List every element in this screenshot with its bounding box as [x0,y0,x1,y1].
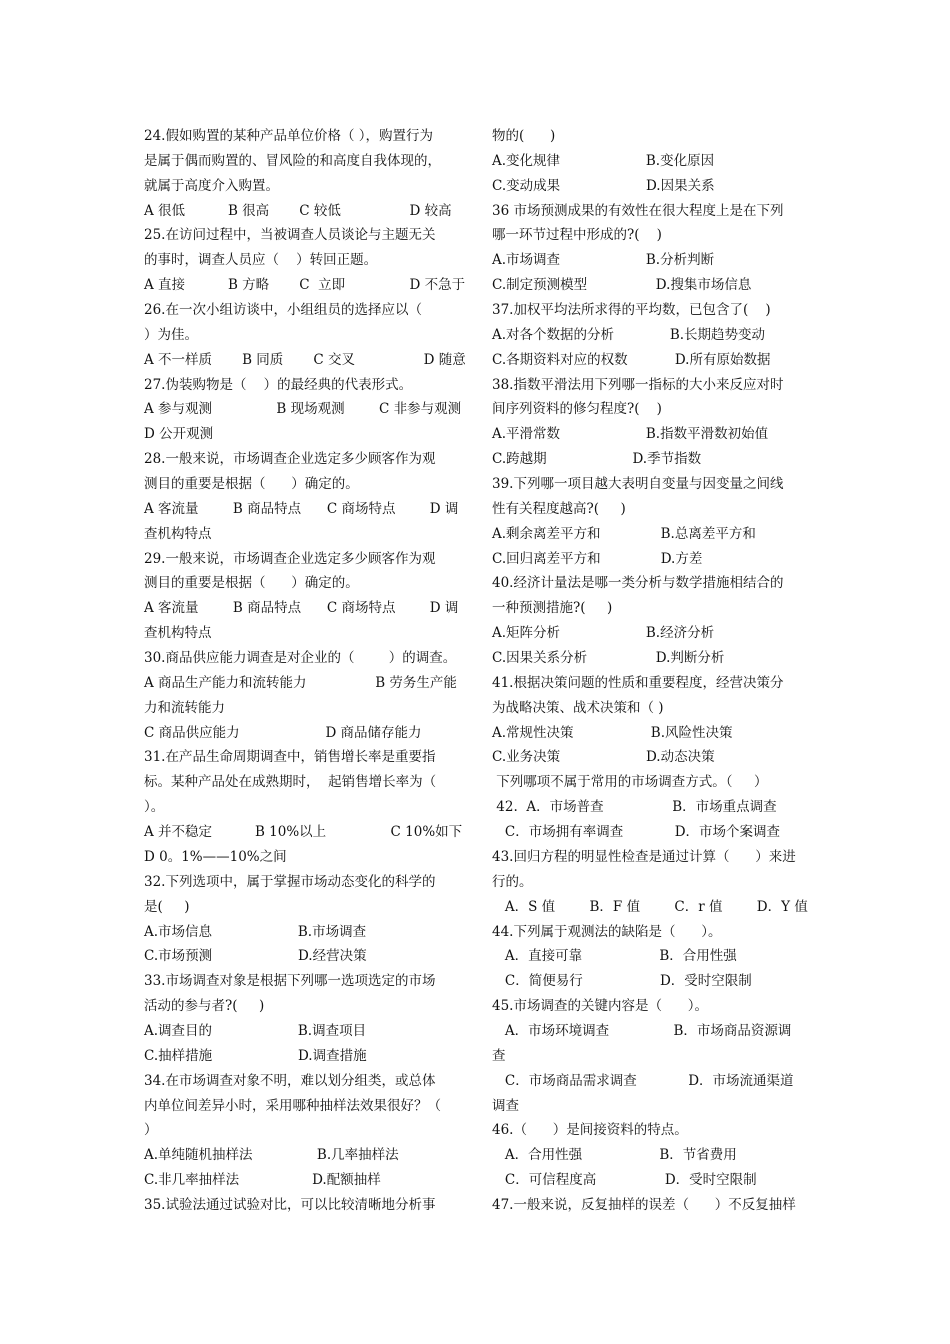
text-line: 力和流转能力 [144,699,225,716]
left-column [144,124,466,1218]
text-line: 测目的重要是根据（ ）确定的。 [144,575,359,592]
text-line: A.变化规律 B.变化原因 [492,152,715,169]
text-line: 44.下列属于观测法的缺陷是（ ）。 [492,923,722,940]
text-line: A．直接可靠 B．合用性强 [492,948,737,965]
text-line: 43.回归方程的明显性检查是通过计算（ ）来进 [492,848,796,865]
text-line: 25.在访问过程中，当被调查人员谈论与主题无关 [144,227,436,244]
text-line: 调查 [492,1097,519,1114]
text-line: 26.在一次小组访谈中，小组组员的选择应以（ [144,302,422,319]
text-line: A.市场调查 B.分析判断 [492,252,715,269]
text-line: 是( ) [144,898,190,915]
text-line: A.对各个数据的分析 B.长期趋势变动 [492,326,766,343]
text-line: A 客流量 B 商品特点 C 商场特点 D 调 [144,600,459,617]
text-line: C.抽样措施 D.调查措施 [144,1047,367,1064]
text-line: C.市场预测 D.经营决策 [144,948,367,965]
text-line: C.回归离差平方和 D.方差 [492,550,703,567]
text-line: A 不一样质 B 同质 C 交叉 D 随意 [144,351,466,368]
text-line: 查机构特点 [144,625,212,642]
text-line: 34.在市场调查对象不明，难以划分组类，或总体 [144,1072,436,1089]
text-line: C.跨越期 D.季节指数 [492,451,702,468]
text-line: C.因果关系分析 D.判断分析 [492,650,725,667]
text-line: A.矩阵分析 B.经济分析 [492,625,715,642]
text-line: 36 市场预测成果的有效性在很大程度上是在下列 [492,202,784,219]
text-line: 查 [492,1047,506,1064]
text-line: A 参与观测 B 现场观测 C 非参与观测 [144,401,462,418]
text-line: 46.（ ）是间接资料的特点。 [492,1122,688,1139]
text-line: 47.一般来说，反复抽样的误差（ ）不反复抽样 [492,1196,796,1213]
text-line: A．市场环境调查 B．市场商品资源调 [492,1022,792,1039]
text-line: 35.试验法通过试验对比，可以比较清晰地分析事 [144,1196,436,1213]
text-line: 39.下列哪一项目越大表明自变量与因变量之间线 [492,476,784,493]
text-line: C.变动成果 D.因果关系 [492,177,715,194]
text-line: 30.商品供应能力调查是对企业的（ ）的调查。 [144,650,457,667]
text-line: A.剩余离差平方和 B.总离差平方和 [492,525,756,542]
text-line: 27.伪装购物是（ ）的最经典的代表形式。 [144,376,413,393]
text-line: 42. A．市场普查 B．市场重点调查 [492,799,777,816]
text-line: 28.一般来说，市场调查企业选定多少顾客作为观 [144,451,436,468]
text-line: 32.下列选项中，属于掌握市场动态变化的科学的 [144,873,436,890]
text-line: 测目的重要是根据（ ）确定的。 [144,476,359,493]
text-line: D 0。1%——10%之间 [144,848,287,865]
text-line: A 直接 B 方略 C 立即 D 不急于 [144,277,466,294]
text-line: 活动的参与者?( ) [144,998,265,1015]
text-line: A.常规性决策 B.风险性决策 [492,724,733,741]
text-line: 29.一般来说，市场调查企业选定多少顾客作为观 [144,550,436,567]
text-line: 就属于高度介入购置。 [144,177,279,194]
text-line: 是属于偶而购置的、冒风险的和高度自我体现的， [144,152,441,169]
text-line: A.调查目的 B.调查项目 [144,1022,367,1039]
text-line: A．合用性强 B．节省费用 [492,1147,737,1164]
text-line: C．市场商品需求调查 D．市场流通渠道 [492,1072,794,1089]
text-line: 下列哪项不属于常用的市场调查方式。（ ） [492,774,768,791]
text-line: A.单纯随机抽样法 B.几率抽样法 [144,1147,399,1164]
text-line: C 商品供应能力 D 商品储存能力 [144,724,422,741]
text-line: C．简便易行 D．受时空限制 [492,973,752,990]
text-line: ）为佳。 [144,326,198,343]
text-line: ）。 [144,799,165,816]
text-line: A 商品生产能力和流转能力 B 劳务生产能 [144,674,457,691]
text-line: 40.经济计量法是哪一类分析与数学措施相结合的 [492,575,784,592]
text-line: 38.指数平滑法用下列哪一指标的大小来反应对时 [492,376,784,393]
text-line: 的事时，调查人员应（ ）转回正题。 [144,252,378,269]
text-line: C.制定预测模型 D.搜集市场信息 [492,277,752,294]
text-line: 41.根据决策问题的性质和重要程度，经营决策分 [492,674,784,691]
text-line: 行的。 [492,873,533,890]
text-line: 37.加权平均法所求得的平均数，已包含了( ) [492,302,771,319]
text-line: A 并不稳定 B 10%以上 C 10%如下 [144,824,463,841]
text-line: 33.市场调查对象是根据下列哪一选项选定的市场 [144,973,436,990]
text-line: 内单位间差异小时，采用哪种抽样法效果很好？（ [144,1097,441,1114]
text-line: 24.假如购置的某种产品单位价格（ ），购置行为 [144,128,434,144]
text-line: 哪一环节过程中形成的?( ) [492,227,662,244]
text-line: C.各期资料对应的权数 D.所有原始数据 [492,351,771,368]
text-line: 标。某种产品处在成熟期时， 起销售增长率为（ [144,774,437,791]
text-line: 45.市场调查的关键内容是（ ）。 [492,998,708,1015]
text-line: 为战略决策、战术决策和（ ) [492,699,664,716]
text-line: 31.在产品生命周期调查中，销售增长率是重要指 [144,749,436,766]
text-line: A.市场信息 B.市场调查 [144,923,367,940]
text-line: C．市场拥有率调查 D．市场个案调查 [492,824,781,841]
right-column [492,124,814,1218]
text-line: 性有关程度越高?( ) [492,500,626,517]
text-line: ） [144,1122,158,1139]
text-line: 查机构特点 [144,525,212,542]
text-line: A.平滑常数 B.指数平滑数初始值 [492,426,769,443]
text-line: A 很低 B 很高 C 较低 D 较高 [144,202,452,219]
text-line: C.非几率抽样法 D.配额抽样 [144,1172,381,1189]
text-line: A 客流量 B 商品特点 C 商场特点 D 调 [144,500,459,517]
text-line: C．可信程度高 D．受时空限制 [492,1172,757,1189]
text-line: C.业务决策 D.动态决策 [492,749,715,766]
text-line: D 公开观测 [144,426,214,443]
text-line: 物的( ) [492,128,556,144]
text-line: 一种预测措施?( ) [492,600,613,617]
text-line: A．S 值 B．F 值 C．r 值 D．Y 值 [492,898,808,915]
text-line: 间序列资料的修匀程度?( ) [492,401,662,418]
